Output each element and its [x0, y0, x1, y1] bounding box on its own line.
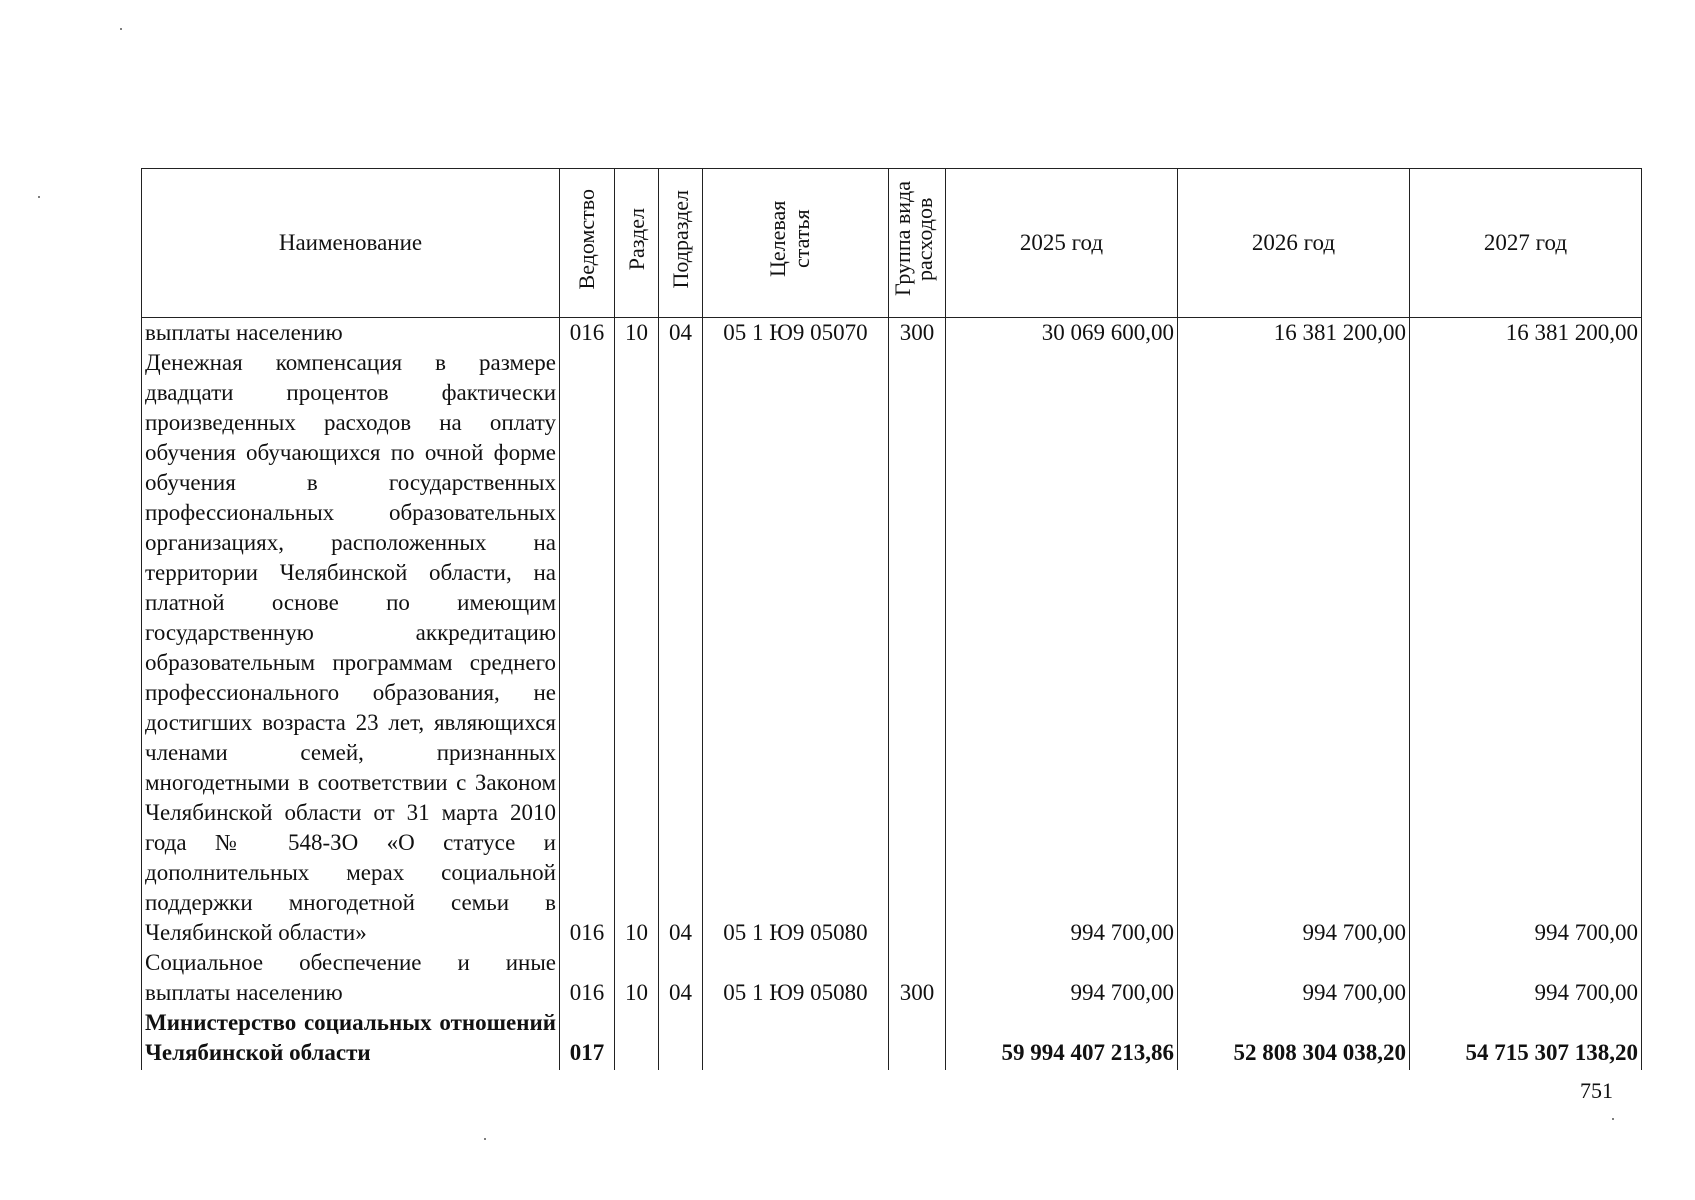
row-name: Денежная компенсация в размере двадцати процентов фактически произведенных расходов на оплату обучения обучающихся по очной форме обучения в государственных профессиональных образовательных организациях, расположенных на территории Челябинской области, на платной основе по имеющим государственную аккредитацию образовательным программам среднего профессионального образования, не достигших возраста 23 лет, являющихся членами семей, признанных многодетными в соответствии с Законом Челябинской области от 31 марта 2010 года № 548-ЗО «О статусе и дополнительных мерах социальной поддержки многодетной семьи в Челябинской области»: [142, 348, 560, 948]
row-razdel: 10: [615, 318, 659, 349]
header-name: Наименование: [142, 169, 560, 318]
header-podrazdel: Подраздел: [659, 169, 703, 318]
row-2026: 994 700,00: [1178, 948, 1410, 1008]
row-name: выплаты населению: [142, 318, 560, 349]
budget-table: [141, 168, 1642, 1070]
row-podrazdel: 04: [659, 318, 703, 349]
header-2025: 2025 год: [946, 169, 1178, 318]
row-podrazdel: [659, 1008, 703, 1070]
header-celevaya: Целевая статья: [703, 169, 889, 318]
row-2027: 54 715 307 138,20: [1410, 1008, 1642, 1070]
row-celevaya: [703, 1008, 889, 1070]
header-2026: 2026 год: [1178, 169, 1410, 318]
table-row-ministry: [142, 1008, 1642, 1070]
row-podrazdel: 04: [659, 948, 703, 1008]
row-2025: 994 700,00: [946, 348, 1178, 948]
scan-speck: [38, 196, 40, 198]
row-podrazdel: 04: [659, 348, 703, 948]
row-razdel: 10: [615, 948, 659, 1008]
row-2025: 59 994 407 213,86: [946, 1008, 1178, 1070]
header-vedomstvo: Ведомство: [560, 169, 615, 318]
row-2025: 30 069 600,00: [946, 318, 1178, 349]
scan-speck: [120, 28, 122, 30]
row-gruppa: [889, 348, 946, 948]
row-razdel: 10: [615, 348, 659, 948]
row-celevaya: 05 1 Ю9 05080: [703, 948, 889, 1008]
scan-speck: [1612, 1118, 1614, 1120]
row-celevaya: 05 1 Ю9 05070: [703, 318, 889, 349]
row-vedomstvo: 016: [560, 348, 615, 948]
row-celevaya: 05 1 Ю9 05080: [703, 348, 889, 948]
table-header-row: [142, 169, 1642, 318]
row-vedomstvo: 017: [560, 1008, 615, 1070]
row-name: Социальное обеспечение и иные выплаты населению: [142, 948, 560, 1008]
page-number: 751: [1580, 1078, 1613, 1103]
table-row: [142, 348, 1642, 948]
row-2027: 16 381 200,00: [1410, 318, 1642, 349]
row-2027: 994 700,00: [1410, 948, 1642, 1008]
header-razdel: Раздел: [615, 169, 659, 318]
row-gruppa: 300: [889, 318, 946, 349]
row-razdel: [615, 1008, 659, 1070]
row-2026: 52 808 304 038,20: [1178, 1008, 1410, 1070]
row-2027: 994 700,00: [1410, 348, 1642, 948]
table-row: [142, 318, 1642, 349]
row-name: Министерство социальных отношений Челябинской области: [142, 1008, 560, 1070]
row-vedomstvo: 016: [560, 318, 615, 349]
row-gruppa: 300: [889, 948, 946, 1008]
header-2027: 2027 год: [1410, 169, 1642, 318]
row-vedomstvo: 016: [560, 948, 615, 1008]
row-2025: 994 700,00: [946, 948, 1178, 1008]
scan-speck: [484, 1138, 486, 1140]
row-2026: 994 700,00: [1178, 348, 1410, 948]
table-row: [142, 948, 1642, 1008]
row-gruppa: [889, 1008, 946, 1070]
row-2026: 16 381 200,00: [1178, 318, 1410, 349]
header-gruppa: Группа вида расходов: [889, 169, 946, 318]
